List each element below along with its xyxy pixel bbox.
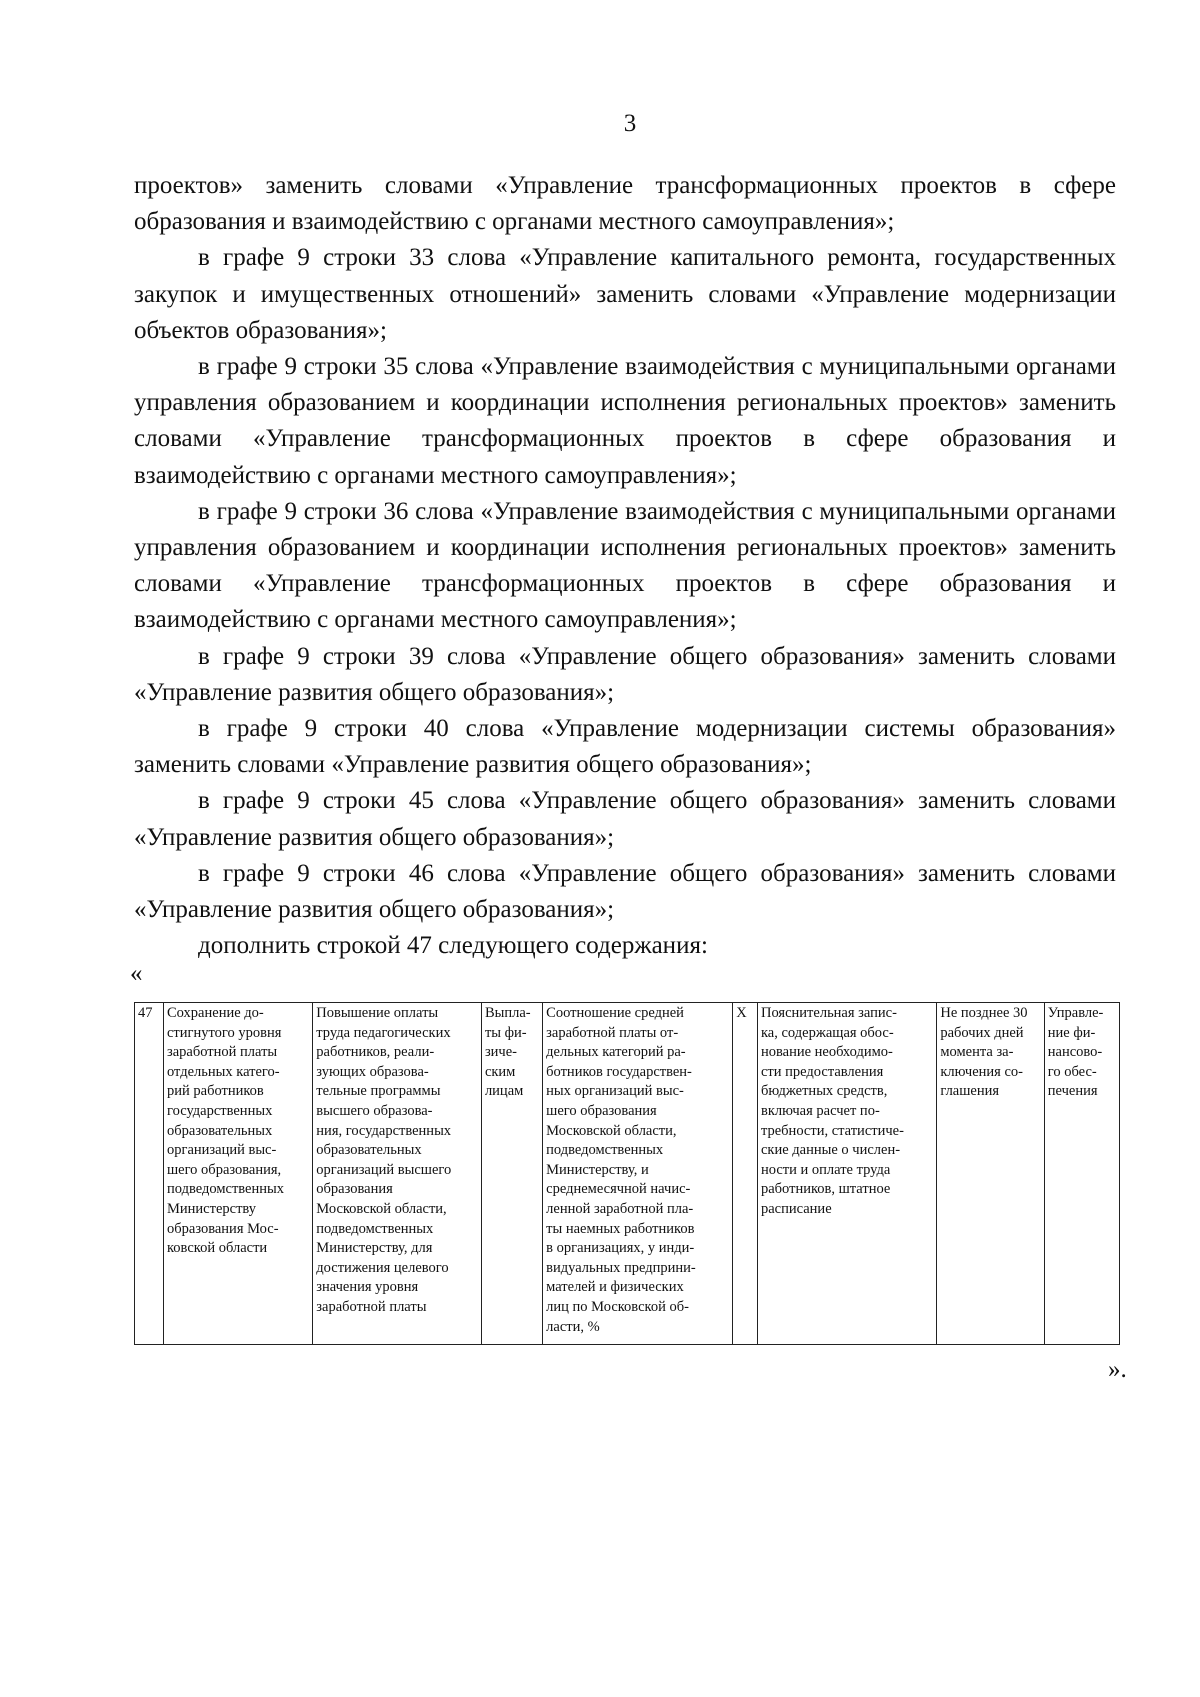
cell-recipients: Выпла- ты фи- зиче- ским лицам xyxy=(481,1003,542,1345)
table-row xyxy=(135,1003,1120,1345)
body-text xyxy=(134,168,1116,964)
cell-goal: Сохранение до- стигнутого уровня заработной платы отдельных катего- рий работников государственных образовательных организаций выс- шего образования, подведомственных Министерству образования Мос- ковской области xyxy=(164,1003,313,1345)
cell-row-number: 47 xyxy=(135,1003,164,1345)
cell-mark: Х xyxy=(733,1003,758,1345)
paragraph-row-45: в графе 9 строки 45 слова «Управление общего образования» заменить словами «Управление развития общего образования»; xyxy=(134,787,1116,851)
paragraph-row-46: в графе 9 строки 46 слова «Управление общего образования» заменить словами «Управление развития общего образования»; xyxy=(134,859,1116,924)
closing-quote-mark: ». xyxy=(1108,1356,1127,1383)
paragraph-add-row-47: дополнить строкой 47 следующего содержания: xyxy=(198,932,708,960)
cell-deadline: Не позднее 30 рабочих дней момента за- ключения со- глашения xyxy=(937,1003,1044,1345)
cell-documents: Пояснительная запис- ка, содержащая обос- нование необходимо- сти предоставления бюджетных средств, включая расчет по- требности, статистиче- ские данные о числен- ности и оплате труда работников, штатное расписание xyxy=(757,1003,936,1345)
page-number: 3 xyxy=(623,110,637,137)
cell-indicator: Соотношение средней заработной платы от- дельных категорий ра- ботников государствен- ных организаций выс- шего образования Московской области, подведомственных Министерству, и среднемесячной начис- ленной заработной пла- ты наемных работников в организациях, у инди- видуальных предприни- мателей и физических лиц по Московской об- ласти, % xyxy=(543,1003,733,1345)
paragraph-row-40: в графе 9 строки 40 слова «Управление модернизации системы образования» заменить словами «Управление развития общего образования»; xyxy=(134,715,1116,779)
paragraph-row-33: в графе 9 строки 33 слова «Управление капитального ремонта, государственных закупок и имущественных отношений» заменить словами «Управление модернизации объектов образования»; xyxy=(134,244,1116,344)
cell-department: Управле- ние фи- нансово- го обес- печения xyxy=(1044,1003,1119,1345)
opening-quote-mark: « xyxy=(130,960,143,987)
paragraph-continuation: проектов» заменить словами «Управление трансформационных проектов в сфере образования и взаимодействию с органами местного самоуправления»; xyxy=(134,172,1116,236)
paragraph-row-35: в графе 9 строки 35 слова «Управление взаимодействия с муниципальными органами управления образованием и координации исполнения региональных проектов» заменить словами «Управление трансформационных проектов в сфере образования и взаимодействию с органами местного самоуправления»; xyxy=(134,353,1116,489)
cell-purpose: Повышение оплаты труда педагогических работников, реали- зующих образова- тельные программы высшего образова- ния, государственных образовательных организаций высшего образования Московской области, подведомственных Министерству, для достижения целевого значения уровня заработной платы xyxy=(313,1003,482,1345)
amendment-table xyxy=(134,1002,1120,1345)
paragraph-row-36: в графе 9 строки 36 слова «Управление взаимодействия с муниципальными органами управления образованием и координации исполнения региональных проектов» заменить словами «Управление трансформационных проектов в сфере образования и взаимодействию с органами местного самоуправления»; xyxy=(134,497,1116,634)
paragraph-row-39: в графе 9 строки 39 слова «Управление общего образования» заменить словами «Управление развития общего образования»; xyxy=(134,642,1116,706)
